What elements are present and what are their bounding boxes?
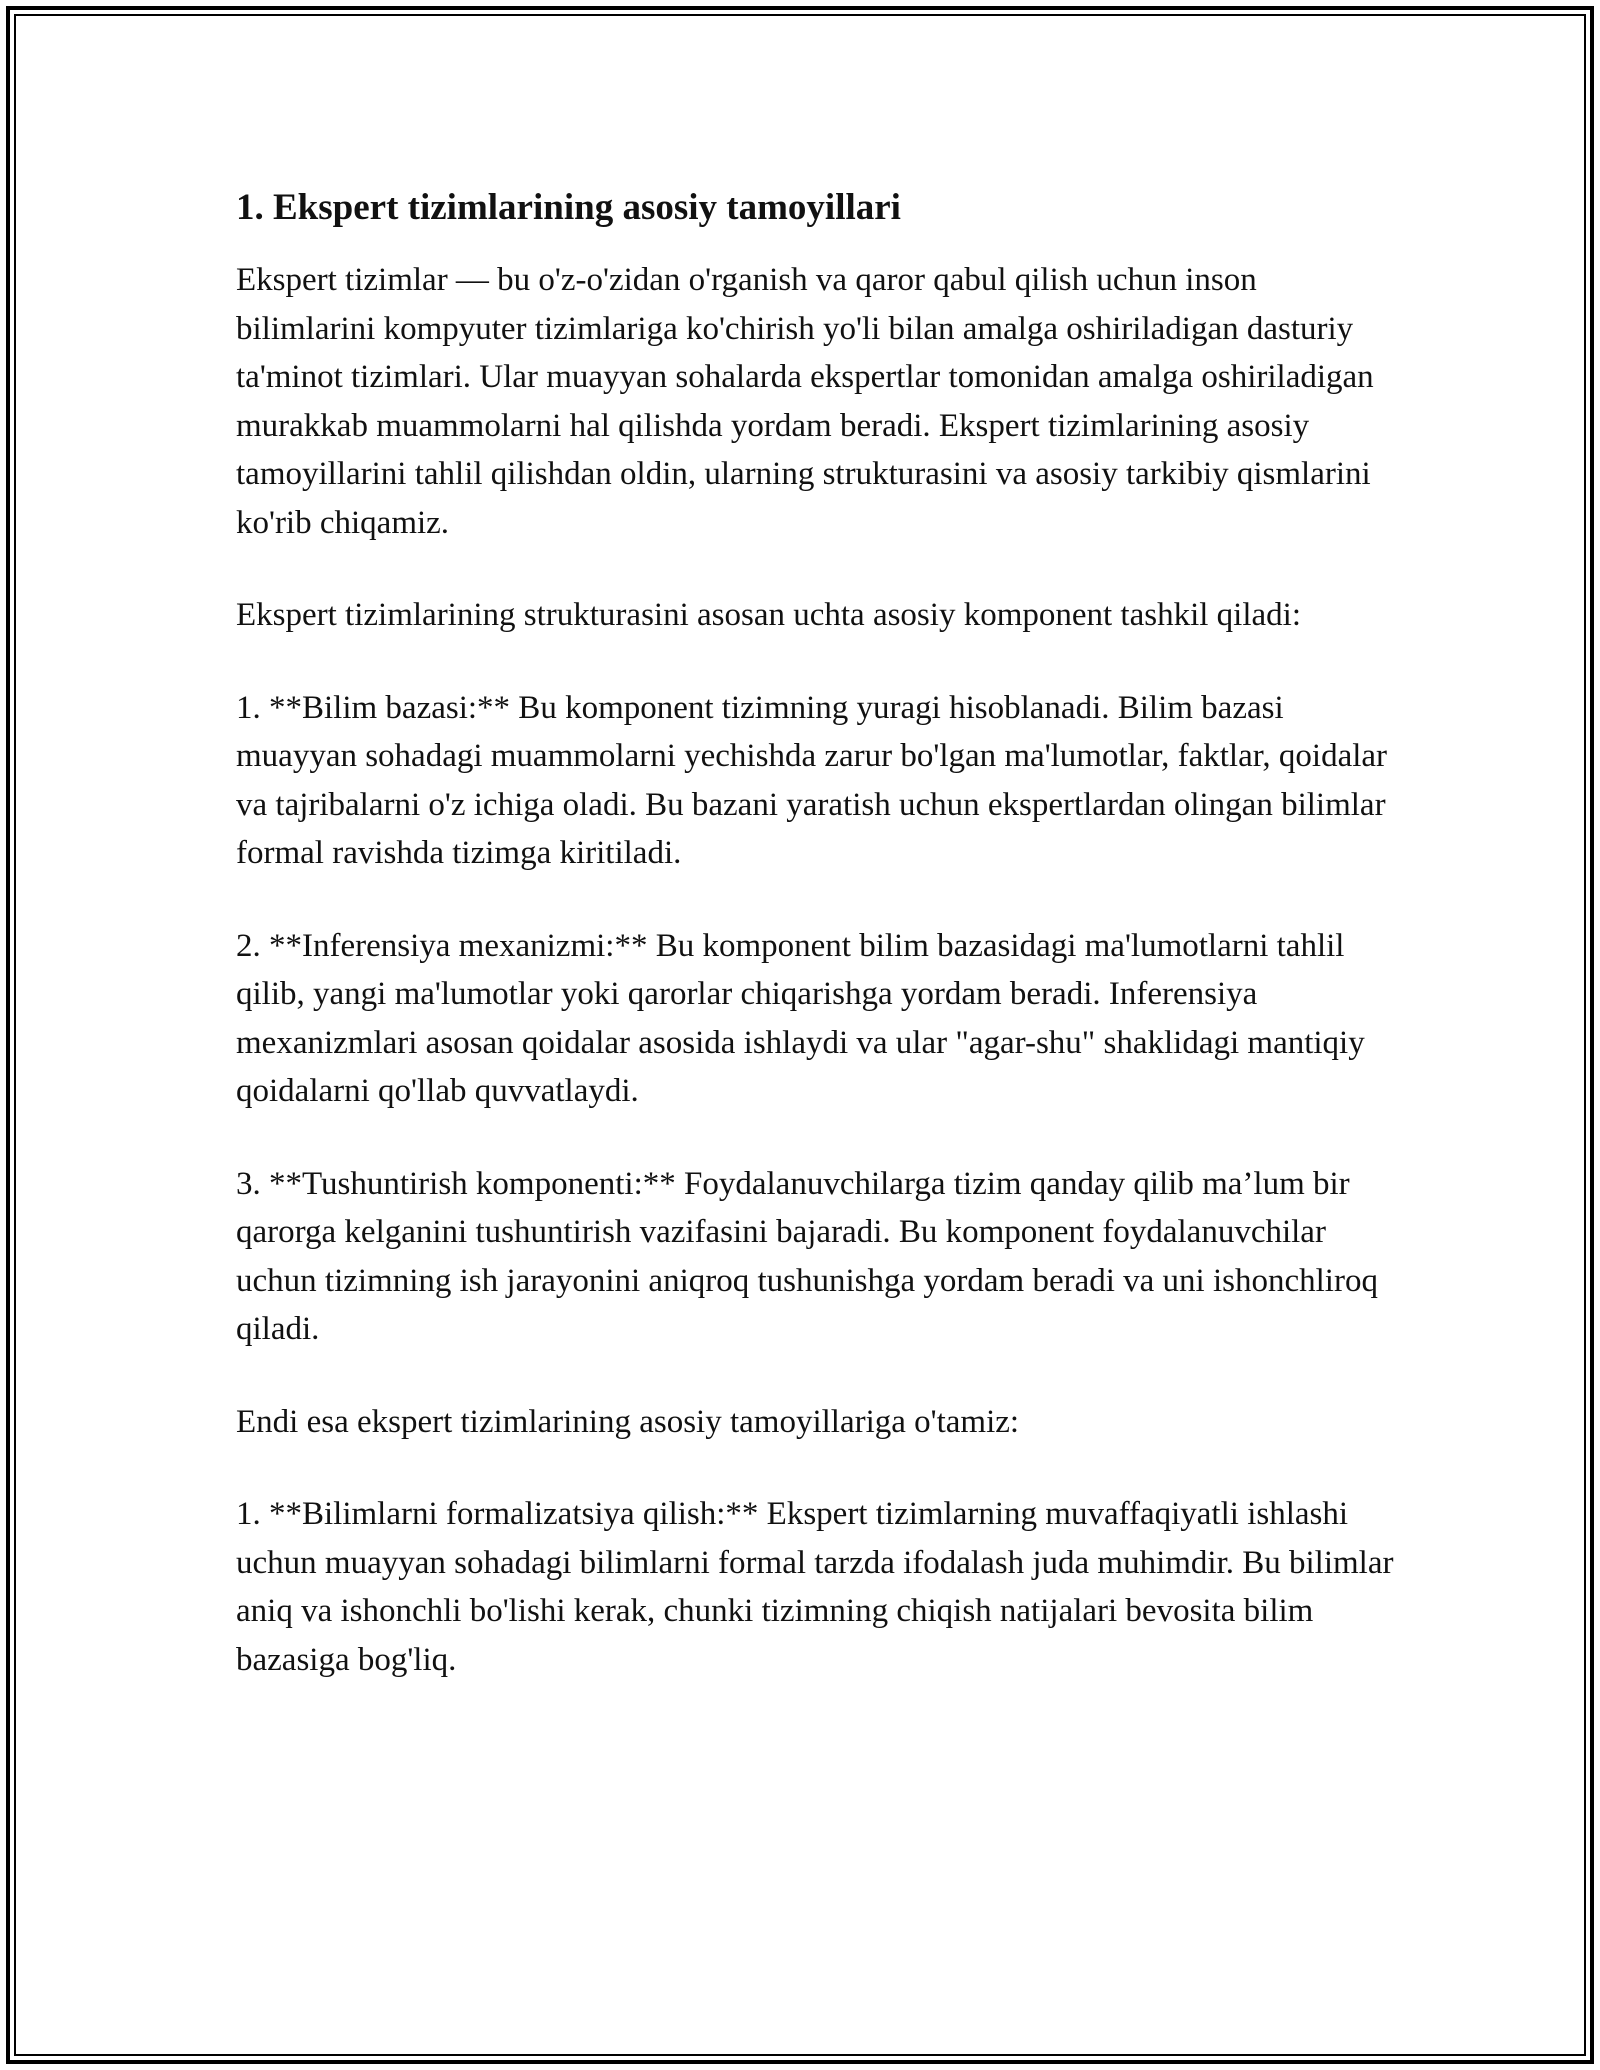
document-page	[236, 184, 1396, 1728]
section-heading: 1. Ekspert tizimlarining asosiy tamoyillari	[236, 187, 901, 228]
principles-intro-paragraph: Endi esa ekspert tizimlarining asosiy tamoyillariga o'tamiz:	[236, 1403, 1020, 1440]
structure-paragraph: Ekspert tizimlarining strukturasini asosan uchta asosiy komponent tashkil qiladi:	[236, 597, 1301, 633]
inference-engine-paragraph: 2. **Inferensiya mexanizmi:** Bu komponent bilim bazasidagi ma'lumotlarni tahlil qilib, yangi ma'lumotlar yoki qarorlar chiqarishga yordam beradi. Inferensiya mexanizmlari asosan qoidalar asosida ishlaydi va ular "agar-shu" shaklidagi mantiqiy qoidalarni qo'llab quvvatlaydi.	[236, 927, 1365, 1109]
knowledge-base-paragraph: 1. **Bilim bazasi:** Bu komponent tizimning yuragi hisoblanadi. Bilim bazasi muayyan sohadagi muammolarni yechishda zarur bo'lgan ma'lumotlar, faktlar, qoidalar va tajribalarni o'z ichiga oladi. Bu bazani yaratish uchun ekspertlardan olingan bilimlar formal ravishda tizimga kiritiladi.	[236, 689, 1388, 871]
intro-paragraph: Ekspert tizimlar — bu o'z-o'zidan o'rganish va qaror qabul qilish uchun inson bilimlarini kompyuter tizimlariga ko'chirish yo'li bilan amalga oshiriladigan dasturiy ta'minot tizimlari. Ular muayyan sohalarda ekspertlar tomonidan amalga oshiriladigan murakkab muammolarni hal qilishda yordam beradi. Ekspert tizimlarining asosiy tamoyillarini tahlil qilishdan oldin, ularning strukturasini va asosiy tarkibiy qismlarini ko'rib chiqamiz.	[236, 262, 1374, 541]
formalization-paragraph: 1. **Bilimlarni formalizatsiya qilish:** Ekspert tizimlarning muvaffaqiyatli ishlashi uchun muayyan sohadagi bilimlarni formal tarzda ifodalash juda muhimdir. Bu bilimlar aniq va ishonchli bo'lishi kerak, chunki tizimning chiqish natijalari bevosita bilim bazasiga bog'liq.	[236, 1496, 1394, 1678]
explanation-component-paragraph: 3. **Tushuntirish komponenti:** Foydalanuvchilarga tizim qanday qilib ma’lum bir qarorga kelganini tushuntirish vazifasini bajaradi. Bu komponent foydalanuvchilar uchun tizimning ish jarayonini aniqroq tushunishga yordam beradi va uni ishonchliroq qiladi.	[236, 1165, 1378, 1347]
